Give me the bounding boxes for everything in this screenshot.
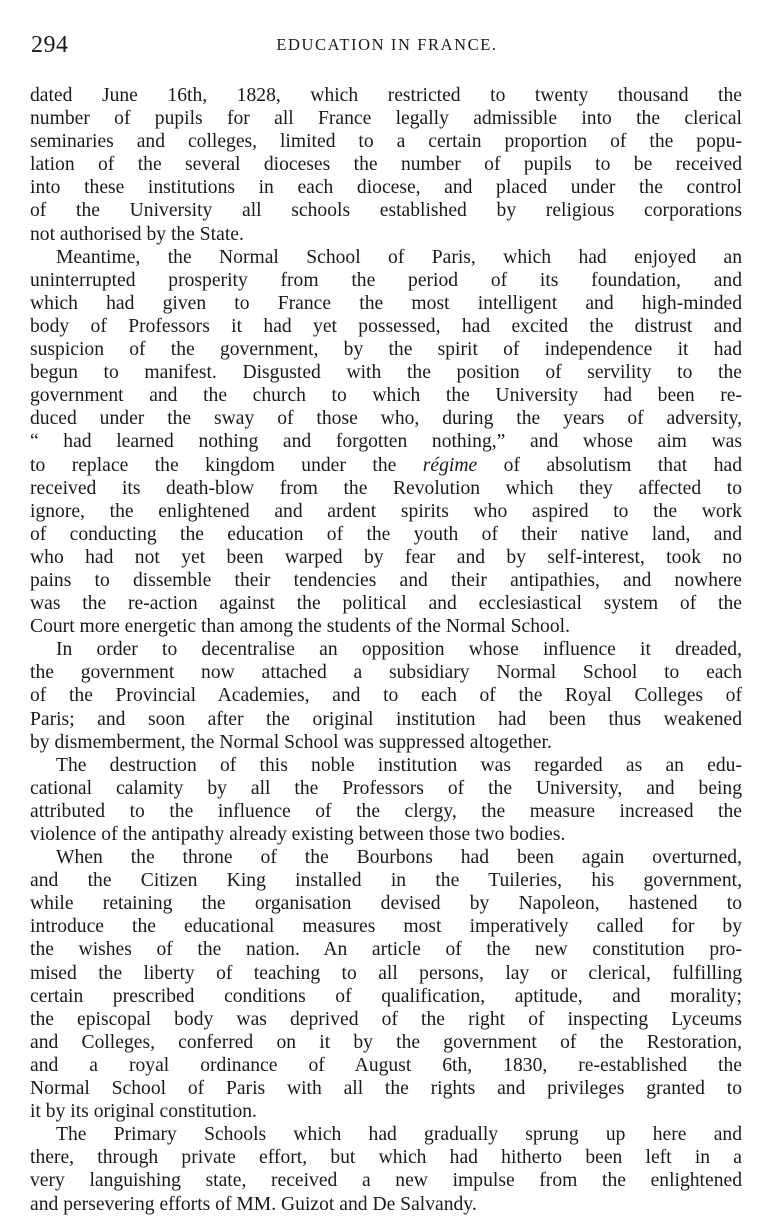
text-line: certain prescribed conditions of qualification, aptitude, and morality; — [30, 985, 742, 1007]
text-line: lation of the several dioceses the number of pupils to be received — [30, 154, 742, 176]
text-line: there, through private effort, but which had hitherto been left in a — [30, 1147, 742, 1169]
text-line: into these institutions in each diocese, and placed under the control — [30, 177, 742, 199]
text-line: attributed to the influence of the clergy, the measure increased the — [30, 800, 742, 822]
paragraph-4 — [30, 754, 742, 846]
text-line: of the University all schools established by religious corporations — [30, 200, 742, 222]
text-line: while retaining the organisation devised by Napoleon, hastened to — [30, 893, 742, 915]
text-line: The Primary Schools which had gradually sprung up here and — [56, 1124, 742, 1146]
text-line: body of Professors it had yet possessed, had excited the distrust and — [30, 315, 742, 337]
text-line: was the re-action against the political and ecclesiastical system of the — [30, 593, 742, 615]
text-line: introduce the educational measures most imperatively called for by — [30, 916, 742, 938]
text-line: pains to dissemble their tendencies and their antipathies, and nowhere — [30, 569, 742, 591]
text-line: the government now attached a subsidiary Normal School to each — [30, 662, 742, 684]
text-line: seminaries and colleges, limited to a certain proportion of the popu- — [30, 131, 742, 153]
text-line: the episcopal body was deprived of the right of inspecting Lyceums — [30, 1008, 742, 1030]
text-line: and the Citizen King installed in the Tuileries, his government, — [30, 870, 742, 892]
text-line: dated June 16th, 1828, which restricted to twenty thousand the — [30, 85, 742, 106]
text-line: The destruction of this noble institution was regarded as an edu- — [56, 754, 742, 776]
text-line: ignore, the enlightened and ardent spirits who aspired to the work — [30, 500, 742, 522]
text-line: number of pupils for all France legally admissible into the clerical — [30, 108, 742, 130]
text-line: suspicion of the government, by the spirit of independence it had — [30, 339, 742, 361]
text-line: When the throne of the Bourbons had been again overturned, — [56, 847, 742, 869]
text-line: government and the church to which the University had been re- — [30, 385, 742, 407]
text-line: In order to decentralise an opposition whose influence it dreaded, — [56, 639, 742, 661]
italic-word: régime — [422, 454, 478, 476]
text-line: which had given to France the most intelligent and high-minded — [30, 292, 742, 314]
paragraph-2 — [30, 246, 742, 639]
paragraph-1 — [30, 84, 742, 246]
text-line: of the Provincial Academies, and to each of the Royal Colleges of — [30, 685, 742, 707]
text-line: cational calamity by all the Professors of the University, and being — [30, 777, 742, 799]
text-line: the wishes of the nation. An article of the new constitution pro- — [30, 939, 742, 961]
text-line: and a royal ordinance of August 6th, 1830, re-established the — [30, 1054, 742, 1076]
text-line: not authorised by the State. — [30, 223, 244, 245]
text-line: uninterrupted prosperity from the period of its foundation, and — [30, 269, 742, 291]
paragraph-5 — [30, 846, 742, 1123]
text-line: Court more energetic than among the students of the Normal School. — [30, 616, 570, 638]
body-text — [30, 84, 742, 1216]
text-line: very languishing state, received a new impulse from the enlightened — [30, 1170, 742, 1192]
text-line: Meantime, the Normal School of Paris, which had enjoyed an — [56, 246, 742, 268]
running-head — [31, 31, 743, 59]
text-line: received its death-blow from the Revolution which they affected to — [30, 477, 742, 499]
text-line: Paris; and soon after the original institution had been thus weakened — [30, 708, 742, 730]
text-line: violence of the antipathy already existing between those two bodies. — [30, 824, 566, 845]
running-title: EDUCATION IN FRANCE. — [276, 35, 498, 54]
text-line: by dismemberment, the Normal School was suppressed altogether. — [30, 731, 552, 753]
text-line: and persevering efforts of MM. Guizot and De Salvandy. — [30, 1193, 477, 1215]
text-line: it by its original constitution. — [30, 1101, 257, 1123]
text-line: mised the liberty of teaching to all persons, lay or clerical, fulfilling — [30, 962, 742, 984]
text-line: and Colleges, conferred on it by the government of the Restoration, — [30, 1031, 742, 1053]
text-line: of conducting the education of the youth of their native land, and — [30, 523, 742, 545]
text-line: begun to manifest. Disgusted with the position of servility to the — [30, 362, 742, 384]
paragraph-3 — [30, 638, 742, 753]
page-number: 294 — [31, 32, 69, 58]
text-line: Normal School of Paris with all the rights and privileges granted to — [30, 1078, 742, 1100]
text-line: duced under the sway of those who, during the years of adversity, — [30, 408, 742, 430]
text-line: to replace the kingdom under the régime of absolutism that had — [30, 454, 742, 476]
paragraph-6 — [30, 1123, 742, 1215]
text-line: who had not yet been warped by fear and by self-interest, took no — [30, 546, 742, 568]
text-line: “ had learned nothing and forgotten nothing,” and whose aim was — [30, 431, 742, 453]
